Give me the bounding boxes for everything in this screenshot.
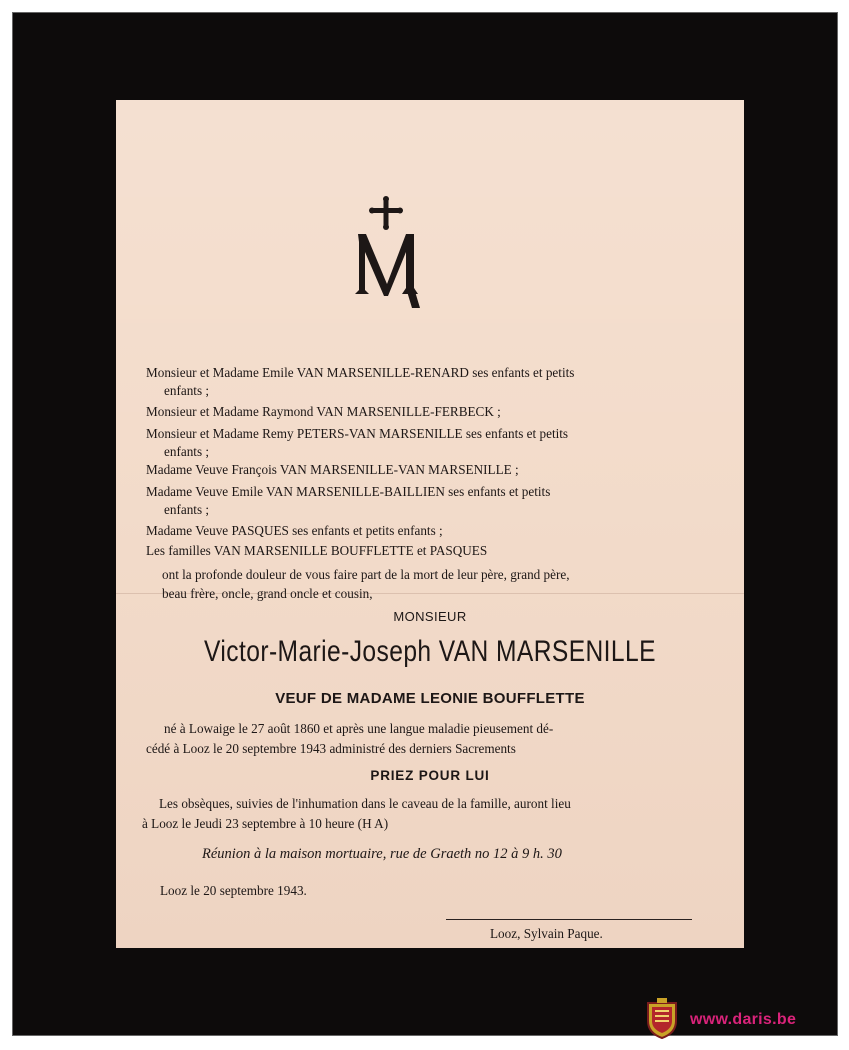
birth-line-1: né à Lowaige le 27 août 1860 et après une langue maladie pieusement dé- [164,721,554,736]
announce-line-2: beau frère, oncle, grand oncle et cousin, [162,586,373,601]
daris-crest-icon [645,997,679,1039]
widower-line: VEUF DE MADAME LEONIE BOUFFLETTE [275,690,585,707]
funeral-line-2: à Looz le Jeudi 23 septembre à 10 heure (H A) [142,816,389,831]
date-place: Looz le 20 septembre 1943. [160,883,307,898]
family-line-6: Madame Veuve PASQUES ses enfants et petits enfants ; [146,523,443,538]
memorial-card [116,100,744,948]
funeral-line-1: Les obsèques, suivies de l'inhumation dans le caveau de la famille, auront lieu [159,796,571,811]
printer-name: Looz, Sylvain Paque. [490,926,603,941]
deceased-name: Victor-Marie-Joseph VAN MARSENILLE [204,635,656,668]
signature-rule [446,919,692,920]
family-line-5-cont: enfants ; [164,502,210,517]
cross-monogram-icon [348,196,428,316]
daris-watermark[interactable]: www.daris.be [690,1011,797,1028]
prayer-line: PRIEZ POUR LUI [370,768,490,783]
family-line-4: Madame Veuve François VAN MARSENILLE-VAN MARSENILLE ; [146,462,519,477]
family-line-3: Monsieur et Madame Remy PETERS-VAN MARSENILLE ses enfants et petits [146,426,569,441]
family-line-3-cont: enfants ; [164,444,210,459]
family-line-7: Les familles VAN MARSENILLE BOUFFLETTE et PASQUES [146,543,488,558]
family-line-5: Madame Veuve Emile VAN MARSENILLE-BAILLIEN ses enfants et petits [146,484,551,499]
title-monsieur: MONSIEUR [393,609,467,624]
family-line-1: Monsieur et Madame Emile VAN MARSENILLE-RENARD ses enfants et petits [146,365,575,380]
family-line-2: Monsieur et Madame Raymond VAN MARSENILLE-FERBECK ; [146,404,501,419]
family-line-1-cont: enfants ; [164,383,210,398]
birth-line-2: cédé à Looz le 20 septembre 1943 administré des derniers Sacrements [146,741,516,756]
announce-line-1: ont la profonde douleur de vous faire part de la mort de leur père, grand père, [162,567,570,582]
reunion-line: Réunion à la maison mortuaire, rue de Graeth no 12 à 9 h. 30 [202,846,562,862]
